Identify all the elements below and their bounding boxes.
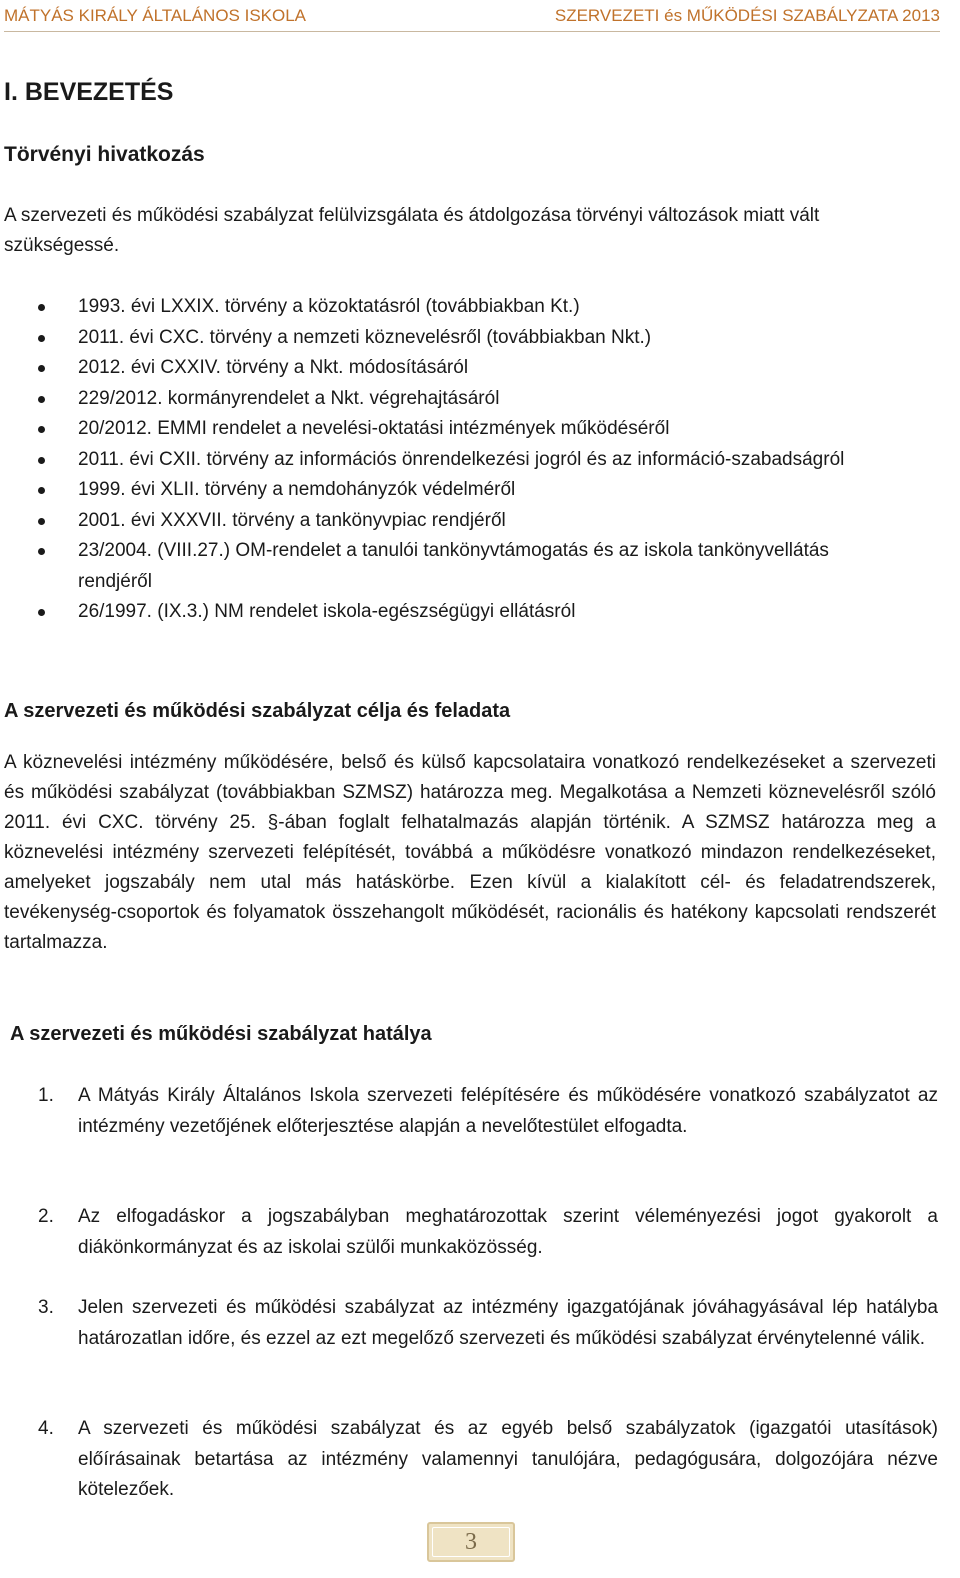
bullet-icon: [38, 365, 45, 372]
subheading-legal-references: Törvényi hivatkozás: [4, 143, 205, 166]
bullet-icon: [38, 609, 45, 616]
list-item: 1999. évi XLII. törvény a nemdohányzók védelméről: [32, 475, 892, 506]
list-item: 2012. évi CXXIV. törvény a Nkt. módosításáról: [32, 353, 892, 384]
list-item: 26/1997. (IX.3.) NM rendelet iskola-egészségügyi ellátásról: [32, 597, 892, 628]
item-text: Jelen szervezeti és működési szabályzat az intézmény igazgatójának jóváhagyásával lép hatályba határozatlan időre, és ezzel az ezt megelőző szervezeti és működési szabályzat érvénytelenné válik.: [78, 1297, 938, 1349]
page-number: 3: [465, 1528, 477, 1555]
list-item: 20/2012. EMMI rendelet a nevelési-oktatási intézmények működéséről: [32, 414, 892, 445]
item-text: Az elfogadáskor a jogszabályban meghatározottak szerint véleményezési jogot gyakorolt a diákönkormányzat és az iskolai szülői munkaközösség.: [78, 1206, 938, 1258]
bullet-icon: [38, 548, 45, 555]
law-reference-list: [32, 292, 892, 628]
bullet-icon: [38, 457, 45, 464]
item-number: 3.: [38, 1297, 54, 1318]
list-item: 1993. évi LXXIX. törvény a közoktatásról (továbbiakban Kt.): [32, 292, 892, 323]
item-text: A Mátyás Király Általános Iskola szervezeti felépítésére és működésére vonatkozó szabályzatot az intézmény vezetőjének előterjesztése alapján a nevelőtestület elfogadta.: [78, 1085, 938, 1137]
list-item: 2011. évi CXC. törvény a nemzeti köznevelésről (továbbiakban Nkt.): [32, 323, 892, 354]
list-item: 2001. évi XXXVII. törvény a tankönyvpiac rendjéről: [32, 506, 892, 537]
list-item: 23/2004. (VIII.27.) OM-rendelet a tanulói tankönyvtámogatás és az iskola tankönyvellátás rendjéről: [32, 536, 892, 597]
bullet-icon: [38, 396, 45, 403]
section-heading-introduction: I. BEVEZETÉS: [4, 78, 174, 106]
list-item: 2011. évi CXII. törvény az információs önrendelkezési jogról és az információ-szabadságról: [32, 445, 892, 476]
item-number: 2.: [38, 1206, 54, 1227]
page-number-badge: [427, 1522, 515, 1562]
bullet-icon: [38, 335, 45, 342]
item-number: 4.: [38, 1418, 54, 1439]
page-header: [4, 4, 940, 28]
list-item: [38, 1293, 938, 1354]
subheading-scope: A szervezeti és működési szabályzat hatálya: [10, 1023, 432, 1045]
list-item: 229/2012. kormányrendelet a Nkt. végrehajtásáról: [32, 384, 892, 415]
item-text: A szervezeti és működési szabályzat és az egyéb belső szabályzatok (igazgatói utasítások) előírásainak betartása az intézmény valamennyi tanulójára, pedagógusára, dolgozójára nézve kötelezőek.: [78, 1418, 938, 1500]
list-item: [38, 1414, 938, 1506]
header-divider: [4, 31, 940, 32]
intro-paragraph: A szervezeti és működési szabályzat felülvizsgálata és átdolgozása törvényi változások miatt vált szükségessé.: [4, 205, 820, 256]
bullet-icon: [38, 426, 45, 433]
bullet-icon: [38, 487, 45, 494]
list-item: [38, 1202, 938, 1263]
bullet-icon: [38, 518, 45, 525]
item-number: 1.: [38, 1085, 54, 1106]
subheading-purpose: A szervezeti és működési szabályzat célja és feladata: [4, 700, 511, 722]
list-item: [38, 1081, 938, 1142]
bullet-icon: [38, 304, 45, 311]
header-document-title: SZERVEZETI és MŰKÖDÉSI SZABÁLYZATA 2013: [554, 6, 940, 25]
header-school-name: MÁTYÁS KIRÁLY ÁLTALÁNOS ISKOLA: [4, 6, 307, 25]
purpose-paragraph: A köznevelési intézmény működésére, belső és külső kapcsolataira vonatkozó rendelkezéseket a szervezeti és működési szabályzat (továbbiakban SZMSZ) határozza meg. Megalkotása a Nemzeti köznevelésről szóló 2011. évi CXC. törvény 25. §-ában foglalt felhatalmazás alapján történik. A SZMSZ határozza meg a köznevelési intézmény szervezeti felépítését, továbbá a működésre vonatkozó mindazon rendelkezéseket, amelyeket jogszabály nem utal más hatáskörbe. Ezen kívül a kialakított cél- és feladatrendszerek, tevékenység-csoportok és folyamatok összehangolt működését, racionális és hatékony kapcsolati rendszerét tartalmazza.: [4, 752, 936, 953]
